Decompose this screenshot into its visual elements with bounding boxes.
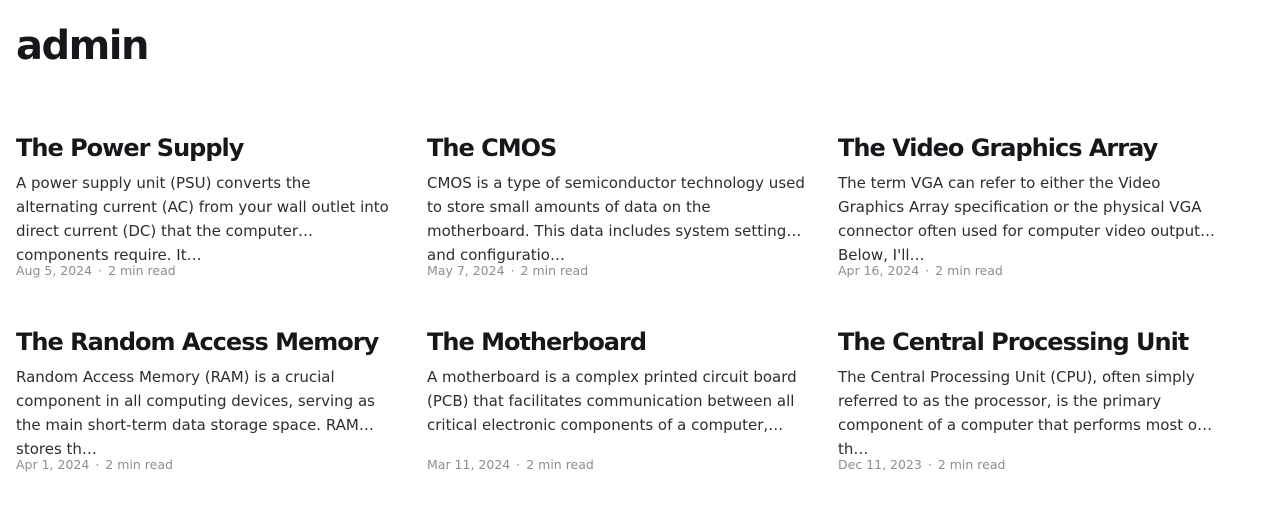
- post-meta: [838, 457, 1216, 473]
- post-date: Mar 11, 2024: [427, 457, 511, 472]
- post-excerpt: A power supply unit (PSU) converts the alternating current (AC) from your wall outlet into direct current (DC) that the computer components require. It…: [16, 174, 389, 264]
- post-date: May 7, 2024: [427, 263, 505, 278]
- meta-separator: ·: [516, 457, 521, 472]
- post-card-random-access-memory[interactable]: [16, 325, 394, 473]
- post-read-time: 2 min read: [937, 457, 1006, 472]
- post-title[interactable]: The Video Graphics Array: [838, 134, 1158, 162]
- post-title[interactable]: The Motherboard: [427, 328, 647, 356]
- post-meta: [838, 263, 1216, 279]
- post-date: Aug 5, 2024: [16, 263, 93, 278]
- post-read-time: 2 min read: [105, 457, 173, 472]
- post-read-time: 2 min read: [520, 263, 589, 278]
- post-excerpt: The term VGA can refer to either the Video Graphics Array specification or the physical VGA connector often used for computer video output. Below, I'll…: [838, 174, 1205, 264]
- post-read-time: 2 min read: [526, 457, 594, 472]
- post-excerpt: The Central Processing Unit (CPU), often simply referred to as the processor, is the primary component of a computer that performs most of th…: [838, 368, 1203, 458]
- post-card-central-processing-unit[interactable]: [838, 325, 1216, 473]
- post-card-video-graphics-array[interactable]: [838, 131, 1216, 279]
- post-date: Dec 11, 2023: [838, 457, 922, 472]
- post-card-motherboard[interactable]: [427, 325, 805, 473]
- post-meta: [427, 457, 805, 473]
- post-title[interactable]: The Power Supply: [16, 134, 244, 162]
- post-grid: [16, 131, 1249, 473]
- post-excerpt: A motherboard is a complex printed circuit board (PCB) that facilitates communication between all critical electronic components of a computer,…: [427, 368, 797, 434]
- meta-separator: ·: [927, 457, 932, 472]
- page-title: admin: [16, 23, 148, 69]
- post-date: Apr 1, 2024: [16, 457, 90, 472]
- meta-separator: ·: [98, 263, 103, 278]
- meta-separator: ·: [510, 263, 515, 278]
- post-date: Apr 16, 2024: [838, 263, 920, 278]
- post-title[interactable]: The Central Processing Unit: [838, 328, 1189, 356]
- post-card-power-supply[interactable]: [16, 131, 394, 279]
- post-read-time: 2 min read: [108, 263, 176, 278]
- post-excerpt: Random Access Memory (RAM) is a crucial component in all computing devices, serving as the main short-term data storage space. RAM stores th…: [16, 368, 375, 458]
- post-title[interactable]: The CMOS: [427, 134, 557, 162]
- post-card-cmos[interactable]: [427, 131, 805, 279]
- post-excerpt: CMOS is a type of semiconductor technology used to store small amounts of data on the motherboard. This data includes system settings and configuratio…: [427, 174, 805, 264]
- post-read-time: 2 min read: [935, 263, 1003, 278]
- post-meta: [427, 263, 805, 279]
- post-title[interactable]: The Random Access Memory: [16, 328, 379, 356]
- post-meta: [16, 457, 394, 473]
- post-meta: [16, 263, 394, 279]
- meta-separator: ·: [925, 263, 930, 278]
- meta-separator: ·: [95, 457, 100, 472]
